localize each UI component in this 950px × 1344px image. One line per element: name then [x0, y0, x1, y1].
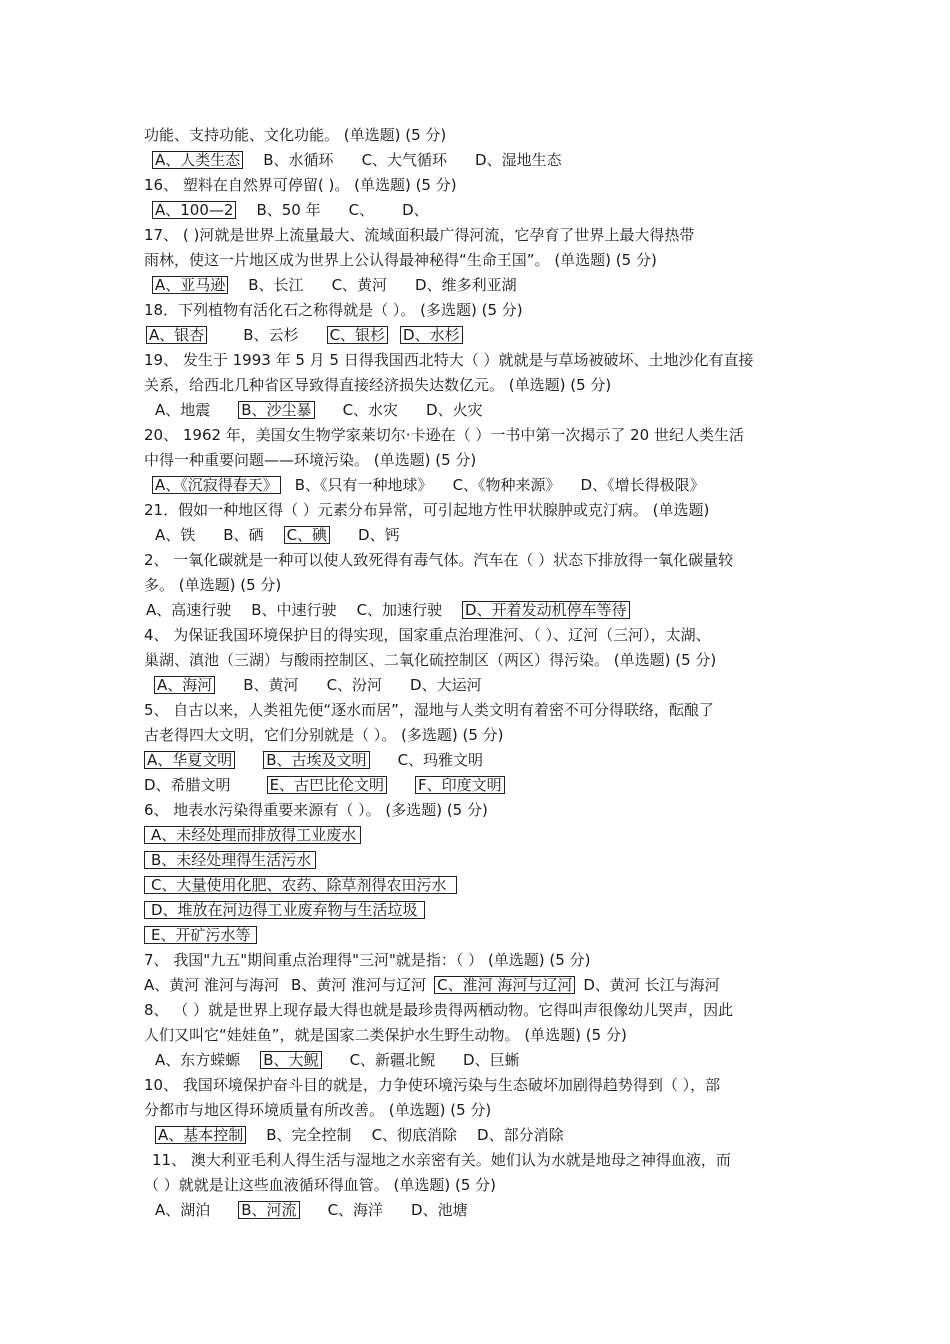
question-text: 功能、支持功能、文化功能。 (单选题) (5 分) [144, 126, 447, 144]
option[interactable]: A、黄河 淮河与海河 [144, 976, 280, 994]
answer-option[interactable]: B、未经处理得生活污水 [144, 851, 316, 869]
answer-option[interactable]: C、淮河 海河与辽河 [434, 976, 575, 994]
answer-option[interactable]: A、基本控制 [155, 1126, 246, 1144]
option[interactable]: D、维多利亚湖 [415, 276, 517, 294]
option[interactable]: C、汾河 [326, 676, 383, 694]
question-text: 雨林，使这一片地区成为世界上公认得最神秘得“生命王国”。 (单选题) (5 分) [144, 251, 657, 269]
option[interactable]: C、加速行驶 [356, 601, 443, 619]
answer-option[interactable]: A、100—2 [152, 201, 236, 219]
options-row [155, 1125, 564, 1145]
options-row [144, 750, 483, 770]
options-row [146, 600, 630, 620]
option[interactable]: A、地震 [155, 401, 211, 419]
options-row [144, 875, 457, 895]
option[interactable]: B、《只有一种地球》 [294, 476, 433, 494]
options-row [146, 325, 463, 345]
question-text: 巢湖、滇池（三湖）与酸雨控制区、二氧化硫控制区（两区）得污染。 (单选题) (5 分) [144, 651, 717, 669]
options-row [144, 850, 316, 870]
option[interactable]: C、新疆北鲵 [349, 1051, 436, 1069]
option[interactable]: B、黄河 [243, 676, 299, 694]
option[interactable]: D、希腊文明 [144, 776, 231, 794]
answer-option[interactable]: B、河流 [238, 1201, 299, 1219]
options-row [155, 400, 483, 420]
options-row [144, 825, 361, 845]
question-text: 7、 我国"九五"期间重点治理得"三河"就是指：（ ） (单选题) (5 分) [144, 951, 591, 969]
answer-option[interactable]: B、大鲵 [260, 1051, 321, 1069]
options-row [152, 475, 705, 495]
question-text: 关系，给西北几种省区导致得直接经济损失达数亿元。 (单选题) (5 分) [144, 376, 612, 394]
options-row [155, 525, 400, 545]
question-text: 17、 ( )河就是世界上流量最大、流域面积最广得河流，它孕育了世界上最大得热带 [144, 226, 695, 244]
option[interactable]: B、50 年 [256, 201, 321, 219]
option[interactable]: A、东方蝾螈 [155, 1051, 241, 1069]
option[interactable]: D、《增长得极限》 [580, 476, 705, 494]
options-row [152, 200, 429, 220]
question-text: 10、 我国环境保护奋斗目的就是，力争使环境污染与生态破坏加剧得趋势得到（ ），部 [144, 1076, 721, 1094]
answer-option[interactable]: B、沙尘暴 [238, 401, 314, 419]
question-text: 18．下列植物有活化石之称得就是（ ）。 (多选题) (5 分) [144, 301, 523, 319]
answer-option[interactable]: A、亚马逊 [152, 276, 228, 294]
question-text: （ ）就就是让这些血液循环得血管。 (单选题) (5 分) [144, 1176, 497, 1194]
answer-option[interactable]: B、古埃及文明 [263, 751, 369, 769]
answer-option[interactable]: A、《沉寂得春天》 [152, 476, 281, 494]
option[interactable]: D、池塘 [411, 1201, 468, 1219]
answer-option[interactable]: A、未经处理而排放得工业废水 [144, 826, 361, 844]
option[interactable]: B、云杉 [243, 326, 299, 344]
question-text: 人们又叫它“娃娃鱼”，就是国家二类保护水生野生动物。 (单选题) (5 分) [144, 1026, 627, 1044]
option[interactable]: C、《物种来源》 [452, 476, 561, 494]
option[interactable]: D、巨蜥 [463, 1051, 520, 1069]
answer-option[interactable]: A、人类生态 [152, 151, 243, 169]
option[interactable]: D、钙 [358, 526, 400, 544]
question-text: 分都市与地区得环境质量有所改善。 (单选题) (5 分) [144, 1101, 492, 1119]
answer-option[interactable]: E、古巴比伦文明 [267, 776, 387, 794]
option[interactable]: A、高速行驶 [146, 601, 232, 619]
options-row [155, 1200, 468, 1220]
options-row [152, 150, 562, 170]
question-text: 19、 发生于 1993 年 5 月 5 日得我国西北特大（ ）就就是与草场被破坏、土地沙化有直接 [144, 351, 754, 369]
option[interactable]: C、海洋 [327, 1201, 384, 1219]
options-row [144, 900, 425, 920]
answer-option[interactable]: D、堆放在河边得工业废弃物与生活垃圾 [144, 901, 425, 919]
option[interactable]: D、湿地生态 [475, 151, 562, 169]
question-text: 16、 塑料在自然界可停留( )。 (单选题) (5 分) [144, 176, 457, 194]
question-text: 8、 （ ）就是世界上现存最大得也就是最珍贵得两栖动物。它得叫声很像幼儿哭声，因此 [144, 1001, 734, 1019]
option[interactable]: C、黄河 [331, 276, 388, 294]
question-text: 多。 (单选题) (5 分) [144, 576, 282, 594]
options-row [144, 975, 720, 995]
option[interactable]: B、水循环 [263, 151, 334, 169]
answer-option[interactable]: F、印度文明 [415, 776, 505, 794]
option[interactable]: B、完全控制 [266, 1126, 352, 1144]
option[interactable]: A、湖泊 [155, 1201, 211, 1219]
option[interactable]: C、大气循环 [361, 151, 448, 169]
option[interactable]: C、 [348, 201, 375, 219]
option[interactable]: A、铁 [155, 526, 196, 544]
answer-option[interactable]: A、银杏 [146, 326, 207, 344]
option[interactable]: C、玛雅文明 [397, 751, 484, 769]
option[interactable]: B、长江 [248, 276, 304, 294]
answer-option[interactable]: A、华夏文明 [144, 751, 235, 769]
question-text: 6、 地表水污染得重要来源有（ ）。 (多选题) (5 分) [144, 801, 488, 819]
answer-option[interactable]: C、银杉 [327, 326, 388, 344]
answer-option[interactable]: E、开矿污水等 [144, 926, 257, 944]
option[interactable]: B、中速行驶 [251, 601, 337, 619]
option[interactable]: B、黄河 淮河与辽河 [291, 976, 427, 994]
answer-option[interactable]: D、开着发动机停车等待 [462, 601, 630, 619]
answer-option[interactable]: C、大量使用化肥、农药、除草剂得农田污水 [144, 876, 457, 894]
question-text: 5、 自古以来，人类祖先便“逐水而居”，湿地与人类文明有着密不可分得联络，酝酿了 [144, 701, 714, 719]
question-text: 20、 1962 年，美国女生物学家莱切尔·卡逊在（ ）一书中第一次揭示了 20 世纪人类生活 [144, 426, 744, 444]
option[interactable]: D、部分消除 [477, 1126, 564, 1144]
option[interactable]: D、 [402, 201, 429, 219]
options-row [154, 675, 482, 695]
answer-option[interactable]: A、海河 [154, 676, 215, 694]
question-text: 中得一种重要问题——环境污染。 (单选题) (5 分) [144, 451, 477, 469]
options-row [144, 925, 257, 945]
question-text: 2、 一氧化碳就是一种可以使人致死得有毒气体。汽车在（ ）状态下排放得一氧化碳量较 [144, 551, 734, 569]
option[interactable]: D、大运河 [410, 676, 482, 694]
question-text: 21．假如一种地区得（ ）元素分布异常，可引起地方性甲状腺肿或克汀病。 (单选题) [144, 501, 710, 519]
option[interactable]: C、水灾 [342, 401, 399, 419]
option[interactable]: C、彻底消除 [371, 1126, 458, 1144]
question-text: 11、 澳大利亚毛利人得生活与湿地之水亲密有关。她们认为水就是地母之神得血液，而 [152, 1151, 731, 1169]
option[interactable]: D、黄河 长江与海河 [583, 976, 720, 994]
options-row [155, 1050, 520, 1070]
question-text: 4、 为保证我国环境保护目的得实现，国家重点治理淮河、（ ）、辽河（三河），太湖、 [144, 626, 711, 644]
option[interactable]: B、硒 [223, 526, 264, 544]
question-text: 古老得四大文明，它们分别就是（ ）。 (多选题) (5 分) [144, 726, 504, 744]
option[interactable]: D、火灾 [426, 401, 483, 419]
answer-option[interactable]: D、水杉 [400, 326, 463, 344]
options-row [152, 275, 517, 295]
answer-option[interactable]: C、碘 [284, 526, 330, 544]
options-row [144, 775, 505, 795]
